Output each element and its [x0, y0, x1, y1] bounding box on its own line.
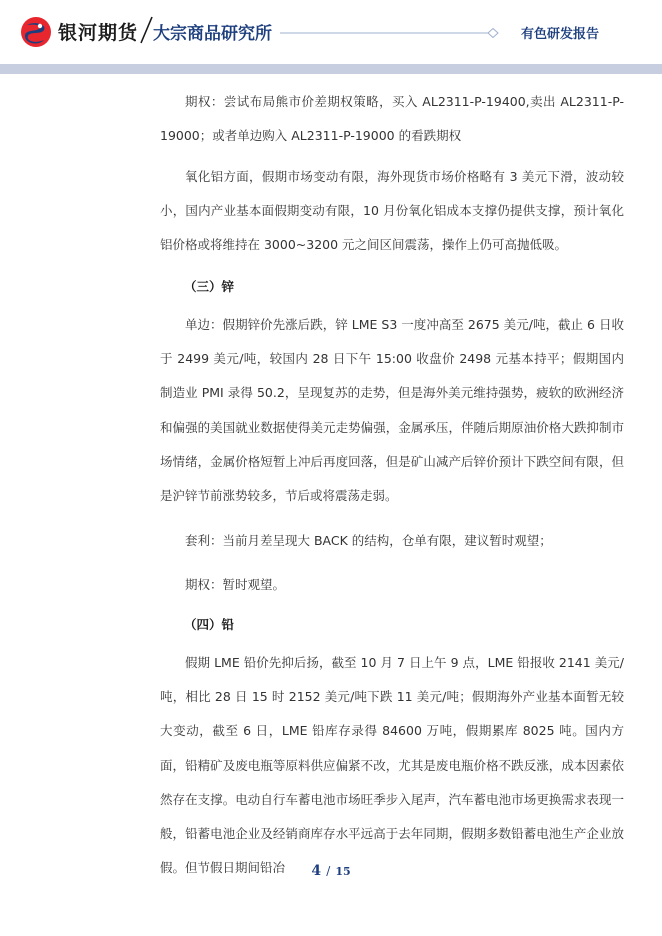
paragraph-lead: 假期 LME 铅价先抑后扬，截至 10 月 7 日上午 9 点，LME 铅报收 2141 美元/吨，相比 28 日 15 时 2152 美元/吨下跌 11 美元/吨；假期海外产业基本面暂无较大变动，截至 6 日，LME 铅库存录得 84600 万吨，假期累库 8025 吨。国内方面，铅精矿及废电瓶等原料供应偏紧不改，尤其是废电瓶价格不跌反涨，成本因素依然存在支撑。电动自行车蓄电池市场旺季步入尾声，汽车蓄电池市场更换需求表现一般，铅蓄电池企业及经销商库存水平远高于去年同期，假期多数铅蓄电池生产企业放假。但节假日期间铅冶: [160, 655, 624, 876]
paragraph-zinc-arbitrage: 套利：当前月差呈现大 BACK 的结构，仓单有限，建议暂时观望；: [185, 533, 552, 548]
section-title-zinc: （三）锌: [184, 279, 235, 294]
page-current: 4: [311, 863, 322, 879]
page-header: [0, 0, 662, 64]
header-band: [0, 64, 662, 74]
paragraph-alumina: 氧化铝方面，假期市场变动有限，海外现货市场价格略有 3 美元下滑，波动较小，国内产业基本面假期变动有限，10 月份氧化铝成本支撑仍提供支撑，预计氧化铝价格或将维持在 3000~3200 元之间区间震荡，操作上仍可高抛低吸。: [160, 169, 624, 253]
page-number: [0, 860, 662, 879]
section-title-lead: （四）铅: [184, 617, 235, 632]
page-separator: /: [326, 864, 331, 878]
report-type: 有色研发报告: [521, 27, 600, 42]
header-rule-icon: [280, 28, 505, 38]
institute-name: 大宗商品研究所: [153, 24, 272, 44]
page-total: 15: [335, 865, 351, 878]
brand-name: 银河期货: [58, 22, 139, 44]
paragraph-zinc-single: 单边：假期锌价先涨后跌，锌 LME S3 一度冲高至 2675 美元/吨，截止 6 日收于 2499 美元/吨，较国内 28 日下午 15:00 收盘价 2498 元基本持平；假期国内制造业 PMI 录得 50.2，呈现复苏的走势，但是海外美元维持强势，疲软的欧洲经济和偏强的美国就业数据使得美元走势偏强，金属承压，伴随后期原油价格大跌抑制市场情绪，金属价格短暂上冲后再度回落，但是矿山减产后锌价预计下跌空间有限，但是沪锌节前涨势较多，节后或将震荡走弱。: [160, 317, 624, 504]
paragraph-aluminum-options: 期权：尝试布局熊市价差期权策略，买入 AL2311-P-19400,卖出 AL2311-P-19000；或者单边购入 AL2311-P-19000 的看跌期权: [160, 94, 624, 144]
paragraph-zinc-options: 期权：暂时观望。: [185, 577, 286, 592]
galaxy-logo-icon: [20, 16, 52, 48]
